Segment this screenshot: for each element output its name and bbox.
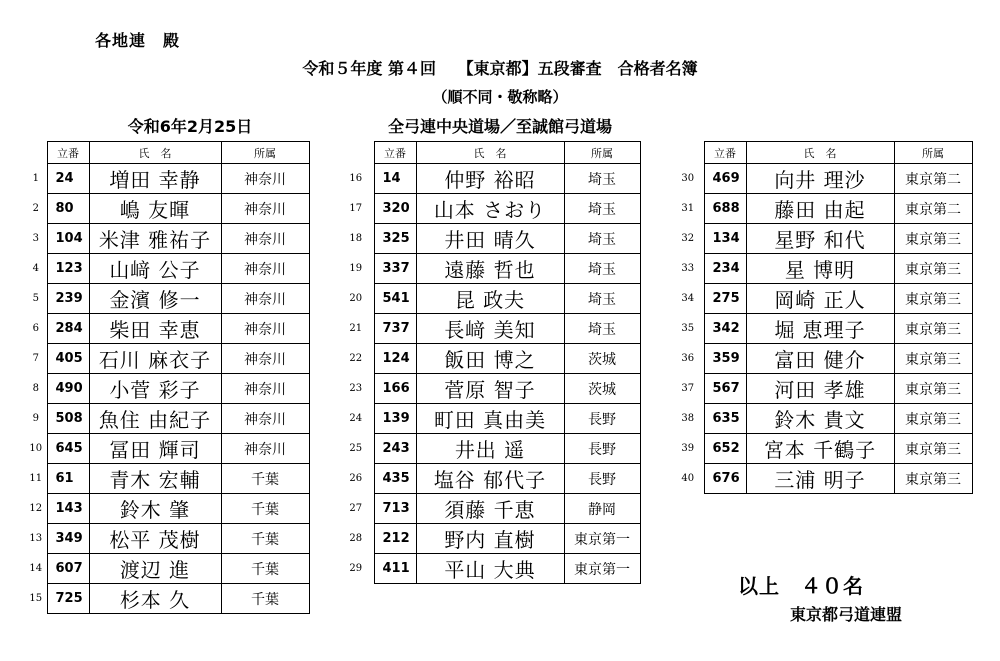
row-name: 星 博明	[746, 254, 894, 284]
row-number: 490	[47, 374, 89, 404]
table-row	[672, 434, 972, 464]
row-affiliation: 東京第三	[894, 434, 972, 464]
row-affiliation: 埼玉	[564, 284, 640, 314]
row-number: 688	[704, 194, 746, 224]
table-row	[25, 164, 309, 194]
table-row	[338, 494, 640, 524]
row-name: 河田 孝雄	[746, 374, 894, 404]
row-name: 柴田 幸恵	[89, 314, 221, 344]
exam-date: 令和6年2月25日	[127, 117, 253, 136]
row-sequence: 23	[349, 383, 363, 394]
table-row	[25, 464, 309, 494]
row-sequence: 20	[349, 293, 363, 304]
row-affiliation: 埼玉	[564, 224, 640, 254]
row-sequence: 2	[32, 203, 39, 214]
table-row	[338, 254, 640, 284]
document-subtitle: （順不同・敬称略）	[432, 88, 568, 106]
table-row	[672, 164, 972, 194]
number-header: 立番	[374, 142, 416, 164]
table-row	[338, 314, 640, 344]
row-name: 小菅 彩子	[89, 374, 221, 404]
row-sequence: 7	[32, 353, 39, 364]
row-sequence: 4	[32, 263, 39, 274]
sequence-header	[25, 142, 47, 164]
row-number: 411	[374, 554, 416, 584]
row-name: 青木 宏輔	[89, 464, 221, 494]
table-row	[25, 284, 309, 314]
row-affiliation: 千葉	[221, 584, 309, 614]
row-number: 134	[704, 224, 746, 254]
row-name: 町田 真由美	[416, 404, 564, 434]
row-affiliation: 埼玉	[564, 194, 640, 224]
row-affiliation: 東京第三	[894, 344, 972, 374]
row-name: 山﨑 公子	[89, 254, 221, 284]
row-sequence: 6	[32, 323, 39, 334]
row-number: 676	[704, 464, 746, 494]
row-number: 284	[47, 314, 89, 344]
row-number: 143	[47, 494, 89, 524]
row-number: 104	[47, 224, 89, 254]
row-number: 14	[374, 164, 416, 194]
row-name: 平山 大典	[416, 554, 564, 584]
row-sequence: 26	[349, 473, 363, 484]
table-row	[338, 164, 640, 194]
row-name: 遠藤 哲也	[416, 254, 564, 284]
table-row	[25, 434, 309, 464]
row-number: 359	[704, 344, 746, 374]
table-row	[25, 374, 309, 404]
row-affiliation: 東京第二	[894, 164, 972, 194]
row-name: 藤田 由起	[746, 194, 894, 224]
row-name: 星野 和代	[746, 224, 894, 254]
table-row	[25, 224, 309, 254]
row-sequence: 14	[29, 563, 43, 574]
row-sequence: 27	[349, 503, 363, 514]
table-header-row	[25, 142, 309, 164]
row-number: 123	[47, 254, 89, 284]
sequence-header	[338, 142, 374, 164]
row-sequence: 32	[681, 233, 695, 244]
row-name: 石川 麻衣子	[89, 344, 221, 374]
table-row	[672, 284, 972, 314]
row-sequence: 12	[29, 503, 43, 514]
row-number: 275	[704, 284, 746, 314]
row-name: 冨田 輝司	[89, 434, 221, 464]
row-sequence: 11	[29, 473, 43, 484]
table-header-row	[338, 142, 640, 164]
row-name: 飯田 博之	[416, 344, 564, 374]
table-row	[25, 314, 309, 344]
table-row	[25, 254, 309, 284]
row-affiliation: 東京第三	[894, 284, 972, 314]
row-number: 713	[374, 494, 416, 524]
row-name: 仲野 裕昭	[416, 164, 564, 194]
table-row	[338, 344, 640, 374]
row-sequence: 37	[681, 383, 695, 394]
row-affiliation: 神奈川	[221, 344, 309, 374]
row-affiliation: 東京第三	[894, 254, 972, 284]
row-name: 鈴木 肇	[89, 494, 221, 524]
row-name: 塩谷 郁代子	[416, 464, 564, 494]
row-affiliation: 千葉	[221, 554, 309, 584]
row-number: 435	[374, 464, 416, 494]
row-affiliation: 神奈川	[221, 224, 309, 254]
table-row	[338, 404, 640, 434]
row-number: 737	[374, 314, 416, 344]
row-affiliation: 東京第三	[894, 374, 972, 404]
row-number: 166	[374, 374, 416, 404]
table-row	[338, 524, 640, 554]
row-name: 松平 茂樹	[89, 524, 221, 554]
row-sequence: 16	[349, 173, 363, 184]
row-sequence: 18	[349, 233, 363, 244]
row-number: 234	[704, 254, 746, 284]
row-name: 野内 直樹	[416, 524, 564, 554]
table-row	[672, 464, 972, 494]
name-header: 氏 名	[416, 142, 564, 164]
table-row	[338, 284, 640, 314]
row-sequence: 29	[349, 563, 363, 574]
table-row	[25, 404, 309, 434]
row-affiliation: 長野	[564, 404, 640, 434]
row-number: 349	[47, 524, 89, 554]
row-sequence: 13	[29, 533, 43, 544]
row-name: 菅原 智子	[416, 374, 564, 404]
row-number: 337	[374, 254, 416, 284]
table-row	[338, 434, 640, 464]
roster-table-1	[25, 141, 310, 614]
row-affiliation: 埼玉	[564, 164, 640, 194]
sequence-header	[672, 142, 704, 164]
exam-venue: 全弓連中央道場／至誠館弓道場	[387, 117, 612, 136]
row-name: 渡辺 進	[89, 554, 221, 584]
row-affiliation: 埼玉	[564, 254, 640, 284]
row-sequence: 9	[32, 413, 39, 424]
table-row	[338, 464, 640, 494]
row-number: 61	[47, 464, 89, 494]
row-number: 124	[374, 344, 416, 374]
row-sequence: 3	[32, 233, 39, 244]
name-header: 氏 名	[89, 142, 221, 164]
row-affiliation: 千葉	[221, 494, 309, 524]
roster-body-2	[338, 164, 640, 584]
row-number: 243	[374, 434, 416, 464]
row-name: 長﨑 美知	[416, 314, 564, 344]
row-sequence: 38	[681, 413, 695, 424]
row-affiliation: 東京第一	[564, 524, 640, 554]
row-name: 三浦 明子	[746, 464, 894, 494]
table-row	[25, 194, 309, 224]
total-count: 以上 ４０名	[738, 574, 864, 598]
row-sequence: 39	[681, 443, 695, 454]
row-affiliation: 東京第三	[894, 464, 972, 494]
table-row	[338, 554, 640, 584]
row-number: 541	[374, 284, 416, 314]
row-sequence: 25	[349, 443, 363, 454]
row-name: 嶋 友暉	[89, 194, 221, 224]
row-name: 堀 恵理子	[746, 314, 894, 344]
row-name: 金濱 修一	[89, 284, 221, 314]
row-sequence: 5	[32, 293, 39, 304]
row-sequence: 24	[349, 413, 363, 424]
row-affiliation: 東京第三	[894, 314, 972, 344]
row-number: 508	[47, 404, 89, 434]
row-number: 645	[47, 434, 89, 464]
row-number: 342	[704, 314, 746, 344]
row-number: 139	[374, 404, 416, 434]
row-affiliation: 千葉	[221, 524, 309, 554]
row-name: 井田 晴久	[416, 224, 564, 254]
row-sequence: 15	[29, 593, 43, 604]
row-name: 富田 健介	[746, 344, 894, 374]
row-name: 鈴木 貴文	[746, 404, 894, 434]
row-affiliation: 長野	[564, 434, 640, 464]
row-sequence: 33	[681, 263, 695, 274]
roster-table-2	[338, 141, 641, 584]
row-name: 米津 雅祐子	[89, 224, 221, 254]
row-affiliation: 神奈川	[221, 404, 309, 434]
table-row	[25, 584, 309, 614]
row-sequence: 35	[681, 323, 695, 334]
table-row	[338, 374, 640, 404]
row-number: 725	[47, 584, 89, 614]
row-affiliation: 東京第三	[894, 404, 972, 434]
row-number: 652	[704, 434, 746, 464]
table-row	[338, 224, 640, 254]
affiliation-header: 所属	[894, 142, 972, 164]
row-affiliation: 神奈川	[221, 374, 309, 404]
row-sequence: 28	[349, 533, 363, 544]
row-affiliation: 東京第一	[564, 554, 640, 584]
row-affiliation: 東京第三	[894, 224, 972, 254]
table-row	[25, 494, 309, 524]
row-name: 魚住 由紀子	[89, 404, 221, 434]
row-number: 239	[47, 284, 89, 314]
row-name: 向井 理沙	[746, 164, 894, 194]
row-affiliation: 神奈川	[221, 434, 309, 464]
row-name: 宮本 千鶴子	[746, 434, 894, 464]
row-name: 岡崎 正人	[746, 284, 894, 314]
row-number: 320	[374, 194, 416, 224]
row-affiliation: 神奈川	[221, 314, 309, 344]
row-affiliation: 埼玉	[564, 314, 640, 344]
row-sequence: 21	[349, 323, 363, 334]
table-row	[25, 344, 309, 374]
federation-name: 東京都弓道連盟	[790, 605, 903, 624]
document-title: 令和５年度 第４回 【東京都】五段審査 合格者名簿	[302, 59, 698, 78]
table-row	[672, 194, 972, 224]
table-row	[25, 554, 309, 584]
row-number: 325	[374, 224, 416, 254]
number-header: 立番	[47, 142, 89, 164]
name-header: 氏 名	[746, 142, 894, 164]
row-number: 212	[374, 524, 416, 554]
row-sequence: 36	[681, 353, 695, 364]
row-name: 須藤 千恵	[416, 494, 564, 524]
row-name: 昆 政夫	[416, 284, 564, 314]
row-affiliation: 神奈川	[221, 254, 309, 284]
table-row	[672, 344, 972, 374]
row-number: 24	[47, 164, 89, 194]
row-name: 山本 さおり	[416, 194, 564, 224]
table-row	[25, 524, 309, 554]
table-row	[338, 194, 640, 224]
row-sequence: 8	[32, 383, 39, 394]
roster-table-3	[672, 141, 973, 494]
table-header-row	[672, 142, 972, 164]
row-sequence: 31	[681, 203, 695, 214]
table-row	[672, 224, 972, 254]
row-affiliation: 神奈川	[221, 194, 309, 224]
row-sequence: 40	[681, 473, 695, 484]
row-affiliation: 千葉	[221, 464, 309, 494]
row-number: 635	[704, 404, 746, 434]
affiliation-header: 所属	[564, 142, 640, 164]
row-sequence: 30	[681, 173, 695, 184]
roster-body-1	[25, 164, 309, 614]
table-row	[672, 404, 972, 434]
row-affiliation: 茨城	[564, 344, 640, 374]
table-row	[672, 254, 972, 284]
number-header: 立番	[704, 142, 746, 164]
row-affiliation: 神奈川	[221, 164, 309, 194]
row-number: 607	[47, 554, 89, 584]
row-sequence: 1	[32, 173, 39, 184]
table-row	[672, 374, 972, 404]
affiliation-header: 所属	[221, 142, 309, 164]
row-sequence: 17	[349, 203, 363, 214]
roster-body-3	[672, 164, 972, 494]
table-row	[672, 314, 972, 344]
addressee: 各地連 殿	[95, 31, 181, 50]
row-number: 80	[47, 194, 89, 224]
row-number: 567	[704, 374, 746, 404]
row-name: 井出 遥	[416, 434, 564, 464]
row-sequence: 19	[349, 263, 363, 274]
row-number: 405	[47, 344, 89, 374]
row-affiliation: 神奈川	[221, 284, 309, 314]
row-affiliation: 静岡	[564, 494, 640, 524]
row-sequence: 22	[349, 353, 363, 364]
row-affiliation: 東京第二	[894, 194, 972, 224]
row-affiliation: 茨城	[564, 374, 640, 404]
row-affiliation: 長野	[564, 464, 640, 494]
row-name: 増田 幸静	[89, 164, 221, 194]
row-number: 469	[704, 164, 746, 194]
row-sequence: 10	[29, 443, 43, 454]
row-sequence: 34	[681, 293, 695, 304]
row-name: 杉本 久	[89, 584, 221, 614]
